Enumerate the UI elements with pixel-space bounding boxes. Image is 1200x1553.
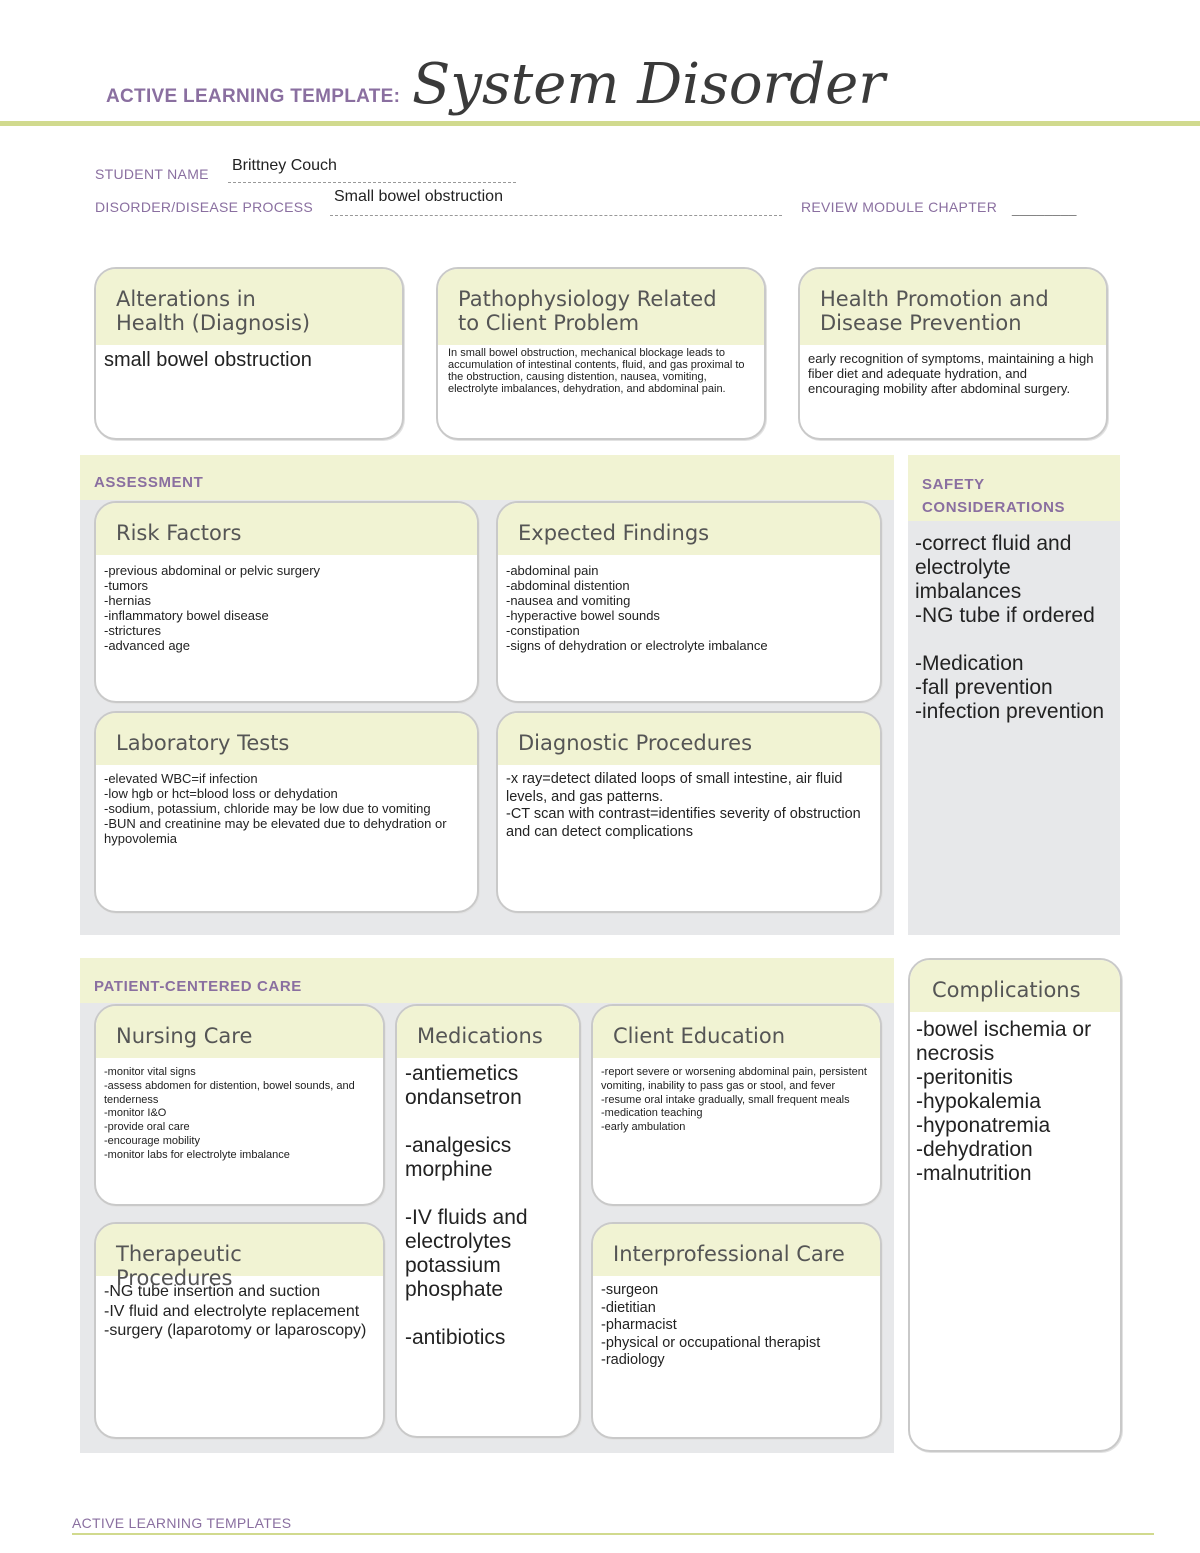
health-promotion-body[interactable]: early recognition of symptoms, maintaining a high fiber diet and adequate hydration, and encouraging mobility after abdominal surgery. — [808, 351, 1094, 396]
laboratory-tests-title: Laboratory Tests — [96, 713, 477, 765]
diagnostic-procedures-box — [496, 711, 882, 913]
disorder-line — [330, 215, 782, 216]
pathophysiology-title: Pathophysiology Related to Client Problem — [438, 269, 764, 345]
client-education-body[interactable]: -report severe or worsening abdominal pain, persistent vomiting, inability to pass gas or stool, and fever -resume oral intake gradually, small frequent meals -medication teaching -early ambulation — [601, 1066, 867, 1134]
safety-label: SAFETY CONSIDERATIONS — [922, 476, 1066, 516]
alterations-body[interactable]: small bowel obstruction — [104, 349, 312, 371]
risk-factors-box — [94, 501, 479, 703]
footer-divider — [72, 1533, 1154, 1535]
review-module-field[interactable]: ________ — [1012, 200, 1077, 216]
disorder-label: DISORDER/DISEASE PROCESS — [95, 199, 314, 215]
complications-body[interactable]: -bowel ischemia or necrosis -peritonitis -hypokalemia -hyponatremia -dehydration -malnutrition — [916, 1018, 1092, 1185]
laboratory-tests-body[interactable]: -elevated WBC=if infection -low hgb or hct=blood loss or dehydation -sodium, potassium, chloride may be low due to vomiting -BUN and creatinine may be elevated due to dehydration or hypovolemia — [104, 771, 447, 846]
disorder-field[interactable]: Small bowel obstruction — [334, 188, 503, 205]
complications-box — [908, 958, 1122, 1452]
alterations-title: Alterations in Health (Diagnosis) — [96, 269, 402, 345]
expected-findings-title: Expected Findings — [498, 503, 880, 555]
interprofessional-care-body[interactable]: -surgeon -dietitian -pharmacist -physical or occupational therapist -radiology — [601, 1282, 821, 1368]
diagnostic-procedures-title: Diagnostic Procedures — [498, 713, 880, 765]
diagnostic-procedures-body[interactable]: -x ray=detect dilated loops of small intestine, air fluid levels, and gas patterns. -CT scan with contrast=identifies severity of obstruction and can detect complications — [506, 771, 861, 840]
assessment-label: ASSESSMENT — [94, 474, 204, 491]
student-name-label: STUDENT NAME — [95, 166, 209, 182]
therapeutic-procedures-body[interactable]: -NG tube insertion and suction -IV fluid and electrolyte replacement -surgery (laparotomy or laparoscopy) — [104, 1283, 367, 1339]
header-divider — [0, 121, 1200, 126]
laboratory-tests-box — [94, 711, 479, 913]
health-promotion-title: Health Promotion and Disease Prevention — [800, 269, 1106, 345]
pathophysiology-body[interactable]: In small bowel obstruction, mechanical blockage leads to accumulation of intestinal contents, fluid, and gas proximal to the obstruction, causing distention, nausea, vomiting, electrolyte imbalances, dehydration, and abdominal pain. — [448, 347, 745, 395]
risk-factors-body[interactable]: -previous abdominal or pelvic surgery -tumors -hernias -inflammatory bowel disease -strictures -advanced age — [104, 563, 321, 653]
expected-findings-box — [496, 501, 882, 703]
health-promotion-box — [798, 267, 1108, 440]
nursing-care-body[interactable]: -monitor vital signs -assess abdomen for distention, bowel sounds, and tenderness -monitor I&O -provide oral care -encourage mobility -monitor labs for electrolyte imbalance — [104, 1066, 355, 1161]
footer-label: ACTIVE LEARNING TEMPLATES — [72, 1515, 292, 1531]
nursing-care-title: Nursing Care — [96, 1006, 383, 1058]
therapeutic-procedures-title: Therapeutic Procedures — [96, 1224, 383, 1276]
therapeutic-procedures-box — [94, 1222, 385, 1439]
risk-factors-title: Risk Factors — [96, 503, 477, 555]
expected-findings-body[interactable]: -abdominal pain -abdominal distention -nausea and vomiting -hyperactive bowel sounds -constipation -signs of dehydration or electrolyte imbalance — [506, 563, 768, 653]
student-name-field[interactable]: Brittney Couch — [232, 157, 337, 174]
review-module-label: REVIEW MODULE CHAPTER — [801, 199, 998, 215]
interprofessional-care-box — [591, 1222, 882, 1439]
medications-title: Medications — [397, 1006, 579, 1058]
complications-title: Complications — [910, 960, 1120, 1012]
nursing-care-box — [94, 1004, 385, 1206]
medications-box — [395, 1004, 581, 1438]
safety-body[interactable]: -correct fluid and electrolyte imbalances -NG tube if ordered -Medication -fall prevention -infection prevention — [915, 532, 1105, 723]
student-name-line — [228, 182, 516, 183]
client-education-box — [591, 1004, 882, 1206]
client-education-title: Client Education — [593, 1006, 880, 1058]
alterations-box — [94, 267, 404, 440]
template-label: ACTIVE LEARNING TEMPLATE: — [106, 86, 401, 107]
pathophysiology-box — [436, 267, 766, 440]
interprofessional-care-title: Interprofessional Care — [593, 1224, 880, 1276]
patient-care-label: PATIENT-CENTERED CARE — [94, 978, 302, 995]
page-title: System Disorder — [412, 52, 886, 117]
medications-body[interactable]: -antiemetics ondansetron -analgesics morphine -IV fluids and electrolytes potassium phosphate -antibiotics — [405, 1062, 528, 1349]
